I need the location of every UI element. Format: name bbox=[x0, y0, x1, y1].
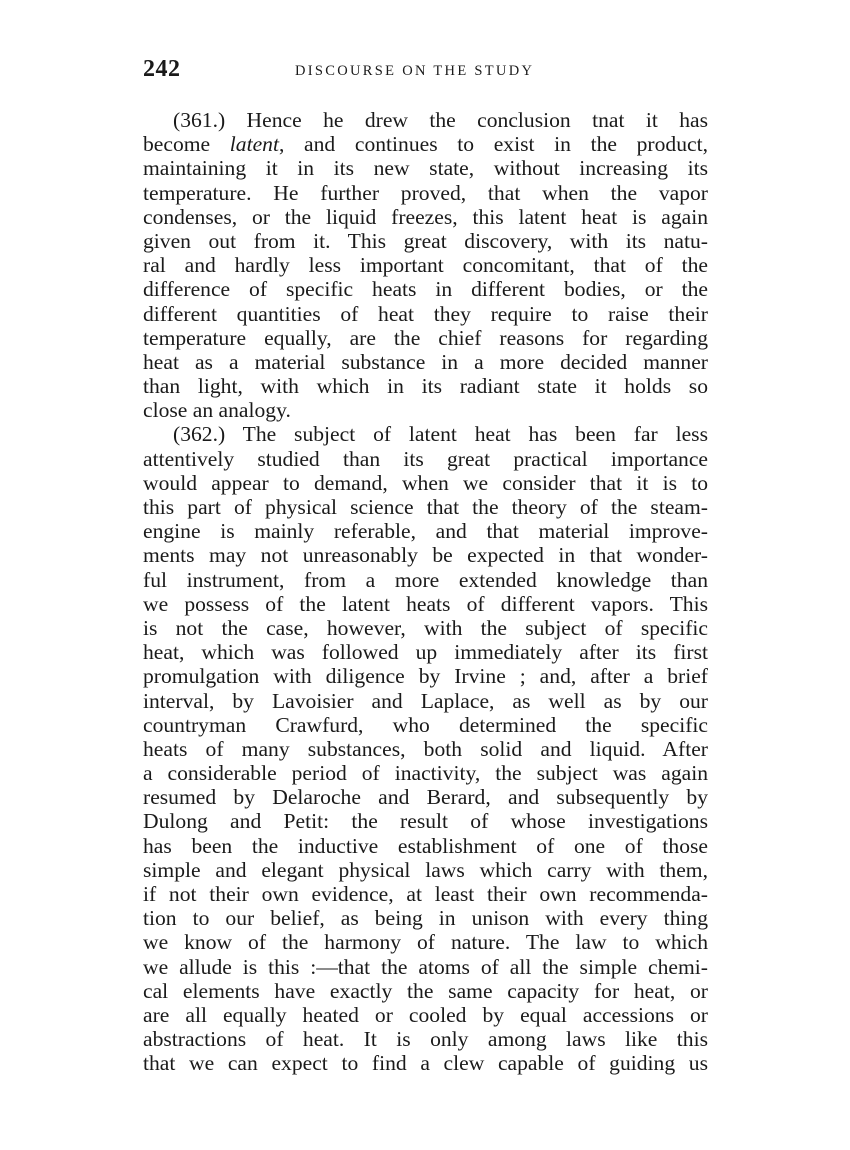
text-line: engine is mainly referable, and that material improve- bbox=[143, 519, 708, 544]
text-line: is not the case, however, with the subject of specific bbox=[143, 615, 708, 640]
text-line: ful instrument, from a more extended knowledge than bbox=[143, 567, 708, 592]
text-line: condenses, or the liquid freezes, this latent heat is again bbox=[143, 204, 708, 229]
text-line: (362.) The subject of latent heat has been far less bbox=[173, 422, 708, 447]
text-line: difference of specific heats in different bodies, or the bbox=[143, 277, 708, 302]
text-line: countryman Crawfurd, who determined the specific bbox=[143, 712, 708, 737]
text-line: are all equally heated or cooled by equal accessions or bbox=[143, 1002, 708, 1027]
page-number: 242 bbox=[143, 56, 181, 82]
text-line: temperature. He further proved, that when the vapor bbox=[143, 180, 708, 205]
text-line: this part of physical science that the theory of the steam- bbox=[143, 495, 708, 519]
text-line: we allude is this :—that the atoms of all the simple chemi- bbox=[143, 954, 708, 979]
text-line: that we can expect to find a clew capable of guiding us bbox=[143, 1051, 708, 1076]
text-line: abstractions of heat. It is only among laws like this bbox=[143, 1027, 708, 1052]
text-line: different quantities of heat they require to raise their bbox=[143, 301, 708, 326]
text-line: cal elements have exactly the same capacity for heat, or bbox=[143, 978, 708, 1003]
text-line: ral and hardly less important concomitant, that of the bbox=[143, 253, 708, 278]
text-line: tion to our belief, as being in unison with every thing bbox=[143, 906, 708, 931]
text-line: if not their own evidence, at least their own recommenda- bbox=[143, 882, 708, 906]
text-line: heats of many substances, both solid and liquid. After bbox=[143, 736, 708, 761]
text-line: maintaining it in its new state, without increasing its bbox=[143, 156, 708, 181]
text-line: become latent, and continues to exist in the product, bbox=[143, 132, 708, 157]
text-line: resumed by Delaroche and Berard, and subsequently by bbox=[143, 785, 708, 810]
body-text bbox=[143, 108, 708, 1076]
text-line: promulgation with diligence by Irvine ; and, after a brief bbox=[143, 664, 708, 689]
text-line: heat as a material substance in a more decided manner bbox=[143, 349, 708, 374]
text-line: simple and elegant physical laws which carry with them, bbox=[143, 857, 708, 882]
text-line: we possess of the latent heats of different vapors. This bbox=[143, 591, 708, 616]
text-line: close an analogy. bbox=[143, 398, 291, 423]
text-line: we know of the harmony of nature. The law to which bbox=[143, 930, 708, 955]
text-line: than light, with which in its radiant state it holds so bbox=[143, 374, 708, 399]
text-line: would appear to demand, when we consider that it is to bbox=[143, 470, 708, 495]
text-line: Dulong and Petit: the result of whose investigations bbox=[143, 809, 708, 834]
text-line: ments may not unreasonably be expected in that wonder- bbox=[143, 543, 708, 568]
text-line: attentively studied than its great practical importance bbox=[143, 446, 708, 471]
emphasis: latent bbox=[229, 132, 279, 157]
text-line: given out from it. This great discovery, with its natu- bbox=[143, 228, 708, 253]
text-line: temperature equally, are the chief reasons for regarding bbox=[143, 325, 708, 350]
text-line: (361.) Hence he drew the conclusion tnat it has bbox=[173, 108, 708, 132]
text-line: a considerable period of inactivity, the subject was again bbox=[143, 761, 708, 786]
page-header bbox=[143, 56, 708, 90]
text-line: interval, by Lavoisier and Laplace, as well as by our bbox=[143, 688, 708, 713]
running-title: DISCOURSE ON THE STUDY bbox=[295, 63, 535, 79]
text-line: has been the inductive establishment of one of those bbox=[143, 833, 708, 858]
text-line: heat, which was followed up immediately after its first bbox=[143, 640, 708, 665]
